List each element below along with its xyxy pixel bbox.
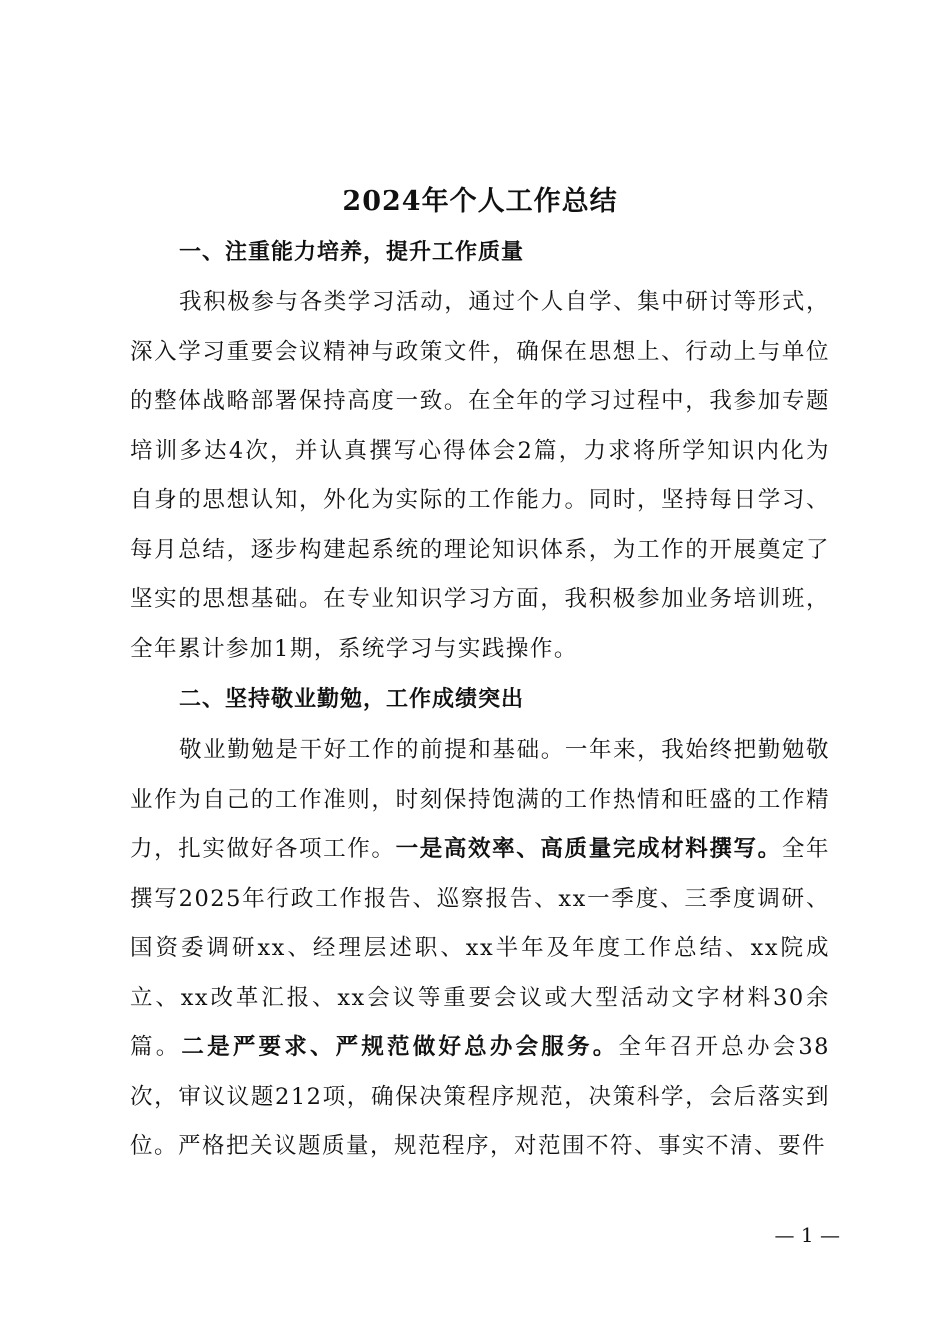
section-paragraph-2 xyxy=(130,726,830,1172)
section-heading-1: 一、注重能力培养，提升工作质量 xyxy=(179,240,525,265)
document-title: 2024年个人工作总结 xyxy=(342,186,618,217)
section-heading-2: 二、坚持敬业勤勉，工作成绩突出 xyxy=(179,687,525,712)
item-2-text: 全年召开总办会38次，审议议题212项，确保决策程序规范，决策科学，会后落实到位。严格把关议题质量，规范程序，对范围不符、事实不清、要件 xyxy=(130,1034,830,1159)
item-1-text: 全年撰写2025年行政工作报告、巡察报告、xx一季度、三季度调研、国资委调研xx、经理层述职、xx半年及年度工作总结、xx院成立、xx改革汇报、xx会议等重要会议或大型活动文字材料30余篇。 xyxy=(130,836,830,1060)
item-2-lead: 二是严要求、严规范做好总办会服务。 xyxy=(181,1034,619,1060)
page-number: — 1 — xyxy=(774,1223,840,1247)
item-1-lead: 一是高效率、高质量完成材料撰写。 xyxy=(395,836,782,862)
section-paragraph-1: 我积极参与各类学习活动，通过个人自学、集中研讨等形式，深入学习重要会议精神与政策文件，确保在思想上、行动上与单位的整体战略部署保持高度一致。在全年的学习过程中，我参加专题培训多达4次，并认真撰写心得体会2篇，力求将所学知识内化为自身的思想认知，外化为实际的工作能力。同时，坚持每日学习、每月总结，逐步构建起系统的理论知识体系，为工作的开展奠定了坚实的思想基础。在专业知识学习方面，我积极参加业务培训班，全年累计参加1期，系统学习与实践操作。 xyxy=(130,289,830,662)
paragraph-intro-text: 敬业勤勉是干好工作的前提和基础。一年来，我始终把勤勉敬业作为自己的工作准则，时刻保持饱满的工作热情和旺盛的工作精力，扎实做好各项工作。 xyxy=(130,737,830,862)
